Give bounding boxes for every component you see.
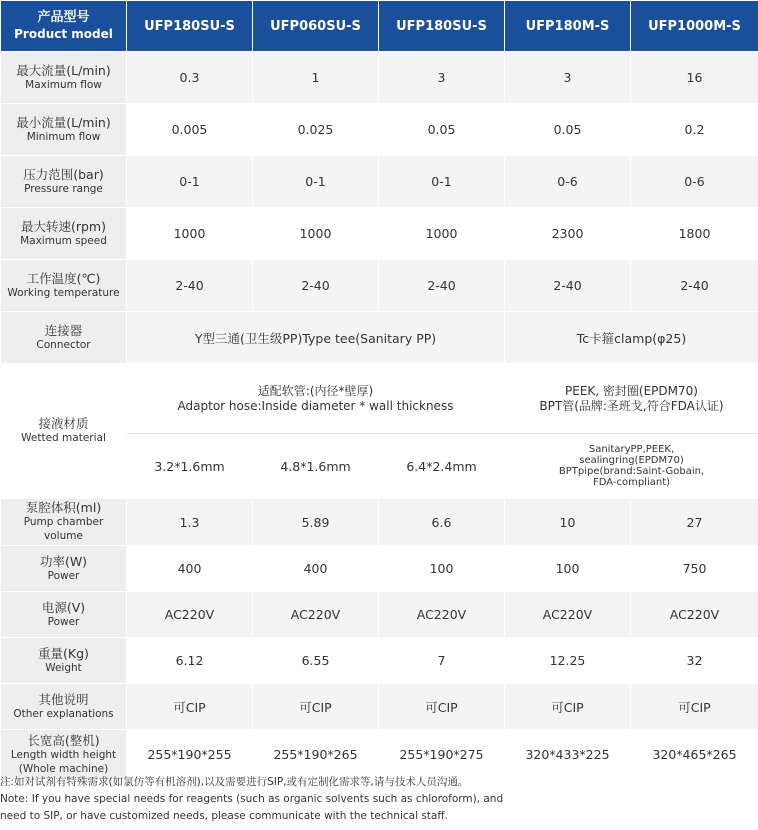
wetted-row-top: [1, 364, 758, 434]
table-cell: 6.12: [127, 638, 253, 684]
hose-spec: [127, 364, 505, 434]
table-cell: 3: [505, 52, 631, 104]
row-label-zh: 最小流量(L/min): [16, 114, 111, 130]
table-cell: 320*465*265: [631, 730, 758, 780]
wetted-material-en-line: sealingring(EPDM70): [579, 455, 684, 466]
row-label-zh: 接液材质: [38, 416, 89, 431]
table-cell: 750: [631, 546, 758, 592]
table-cell: 32: [631, 638, 758, 684]
table-cell: 12.25: [505, 638, 631, 684]
row-label-en: (Whole machine): [18, 762, 109, 775]
row-label-en: Maximum speed: [20, 234, 107, 247]
row-label-en: Pump chamber: [23, 516, 104, 528]
wetted-material-en-line: FDA-compliant): [592, 477, 671, 488]
table-cell: 可CIP: [379, 684, 505, 730]
table-cell: AC220V: [505, 592, 631, 638]
wetted-material-zh: [505, 364, 758, 434]
table-cell: 2-40: [379, 260, 505, 312]
row-label-en: Other explanations: [13, 707, 114, 720]
table-row: [1, 592, 758, 638]
row-label-en: Weight: [45, 661, 82, 674]
row-label: [1, 364, 127, 499]
model-header: UFP180SU-S: [127, 1, 253, 52]
table-cell: 0-1: [253, 156, 379, 208]
row-label-zh: 压力范围(bar): [23, 166, 104, 182]
table-cell: 可CIP: [253, 684, 379, 730]
row-label: [1, 52, 127, 104]
row-label-en: Maximum flow: [25, 78, 102, 91]
table-row: [1, 104, 758, 156]
wetted-material-en-line: BPTpipe(brand:Saint-Gobain,: [558, 466, 705, 477]
row-label-en: volume: [44, 530, 83, 542]
table-cell: 1000: [127, 208, 253, 260]
table-cell: 0.05: [379, 104, 505, 156]
table-cell: 320*433*225: [505, 730, 631, 780]
row-label-zh: 最大流量(L/min): [16, 62, 111, 78]
table-cell: 0-6: [505, 156, 631, 208]
table-cell: 400: [253, 546, 379, 592]
table-row: [1, 638, 758, 684]
table-row: [1, 684, 758, 730]
table-cell: AC220V: [631, 592, 758, 638]
table-cell: 1: [253, 52, 379, 104]
row-label-en: Minimum flow: [26, 130, 101, 143]
header-label-zh: 产品型号: [37, 10, 90, 25]
row-label: [1, 499, 127, 546]
model-header: UFP180M-S: [505, 1, 631, 52]
table-row: [1, 499, 758, 546]
table-row: [1, 730, 758, 780]
row-label-en: Pressure range: [24, 182, 103, 195]
table-cell: 255*190*275: [379, 730, 505, 780]
table-cell: 0.05: [505, 104, 631, 156]
footnote: [0, 774, 758, 825]
table-cell: 100: [379, 546, 505, 592]
table-cell: 2-40: [127, 260, 253, 312]
row-label: [1, 104, 127, 156]
table-cell: 0.025: [253, 104, 379, 156]
table-cell: 0.3: [127, 52, 253, 104]
row-label-en: Length width height: [10, 748, 117, 761]
row-label-en: Working temperature: [7, 286, 120, 299]
table-cell: 0-6: [631, 156, 758, 208]
table-cell: 可CIP: [505, 684, 631, 730]
row-label: [1, 592, 127, 638]
row-label: [1, 546, 127, 592]
table-cell: 0-1: [127, 156, 253, 208]
table-cell: 可CIP: [631, 684, 758, 730]
row-label: [1, 684, 127, 730]
row-label-zh: 最大转速(rpm): [20, 218, 106, 234]
table-cell: 0-1: [379, 156, 505, 208]
table-cell: 1.3: [127, 499, 253, 546]
hose-size: 4.8*1.6mm: [253, 434, 379, 499]
hose-size: 6.4*2.4mm: [379, 434, 505, 499]
table-row: [1, 156, 758, 208]
table-cell: 6.6: [379, 499, 505, 546]
table-cell: 100: [505, 546, 631, 592]
row-label: [1, 156, 127, 208]
product-model-header: [1, 1, 127, 52]
table-cell: AC220V: [379, 592, 505, 638]
connector-left: Y型三通(卫生级PP)Type tee(Sanitary PP): [127, 312, 505, 364]
row-label-en: Power: [47, 615, 80, 628]
table-cell: 7: [379, 638, 505, 684]
model-header: UFP1000M-S: [631, 1, 758, 52]
connector-row: [1, 312, 758, 364]
hose-size: 3.2*1.6mm: [127, 434, 253, 499]
wetted-material-zh-line: BPT管(品牌:圣班戈,符合FDA认证): [539, 398, 724, 413]
table-cell: 400: [127, 546, 253, 592]
table-cell: 0.2: [631, 104, 758, 156]
table-cell: 255*190*255: [127, 730, 253, 780]
row-label-en: Wetted material: [21, 432, 106, 444]
wetted-material-zh-line: PEEK, 密封圈(EPDM70): [565, 383, 698, 398]
model-header: UFP060SU-S: [253, 1, 379, 52]
header-row: [1, 1, 758, 52]
table-cell: 6.55: [253, 638, 379, 684]
footnote-en-line: need to SIP, or have customized needs, please communicate with the technical staff.: [0, 810, 448, 822]
row-label-zh: 连接器: [44, 322, 83, 338]
table-cell: AC220V: [127, 592, 253, 638]
table-cell: 3: [379, 52, 505, 104]
table-cell: 2-40: [631, 260, 758, 312]
header-label-en: Product model: [14, 27, 113, 41]
row-label: [1, 208, 127, 260]
row-label: [1, 730, 127, 780]
hose-spec-zh: 适配软管:(内径*壁厚): [257, 383, 374, 398]
table-cell: 0.005: [127, 104, 253, 156]
table-cell: AC220V: [253, 592, 379, 638]
row-label-zh: 重量(Kg): [38, 645, 89, 661]
table-cell: 2-40: [505, 260, 631, 312]
table-row: [1, 52, 758, 104]
row-label-zh: 工作温度(℃): [26, 270, 101, 286]
row-label: [1, 312, 127, 364]
table-cell: 27: [631, 499, 758, 546]
table-cell: 16: [631, 52, 758, 104]
row-label-en: Power: [47, 569, 80, 582]
table-row: [1, 260, 758, 312]
row-label-zh: 其他说明: [38, 691, 89, 707]
table-cell: 可CIP: [127, 684, 253, 730]
connector-right: Tc卡箍clamp(φ25): [505, 312, 758, 364]
row-label-zh: 电源(V): [41, 599, 86, 615]
table-cell: 1000: [379, 208, 505, 260]
table-cell: 10: [505, 499, 631, 546]
row-label-zh: 长宽高(整机): [27, 732, 100, 748]
row-label: [1, 260, 127, 312]
footnote-en-line: Note: If you have special needs for reagents (such as organic solvents such as chloroform), and: [0, 793, 504, 805]
table-row: [1, 546, 758, 592]
table-cell: 5.89: [253, 499, 379, 546]
table-cell: 2-40: [253, 260, 379, 312]
table-cell: 255*190*265: [253, 730, 379, 780]
row-label: [1, 638, 127, 684]
table-row: [1, 208, 758, 260]
table-cell: 1000: [253, 208, 379, 260]
hose-spec-en: Adaptor hose:Inside diameter * wall thickness: [177, 398, 454, 413]
model-header: UFP180SU-S: [379, 1, 505, 52]
row-label-zh: 泵腔体积(ml): [25, 500, 102, 515]
row-label-zh: 功率(W): [39, 553, 88, 569]
wetted-material-en: [505, 434, 758, 499]
row-label-en: Connector: [36, 338, 91, 351]
wetted-material-en-line: SanitaryPP,PEEK,: [588, 444, 675, 455]
table-cell: 2300: [505, 208, 631, 260]
footnote-zh: 注:如对试剂有特殊需求(如氯仿等有机溶剂),以及需要进行SIP,或有定制化需求等,请与技术人员沟通。: [0, 776, 469, 788]
table-cell: 1800: [631, 208, 758, 260]
